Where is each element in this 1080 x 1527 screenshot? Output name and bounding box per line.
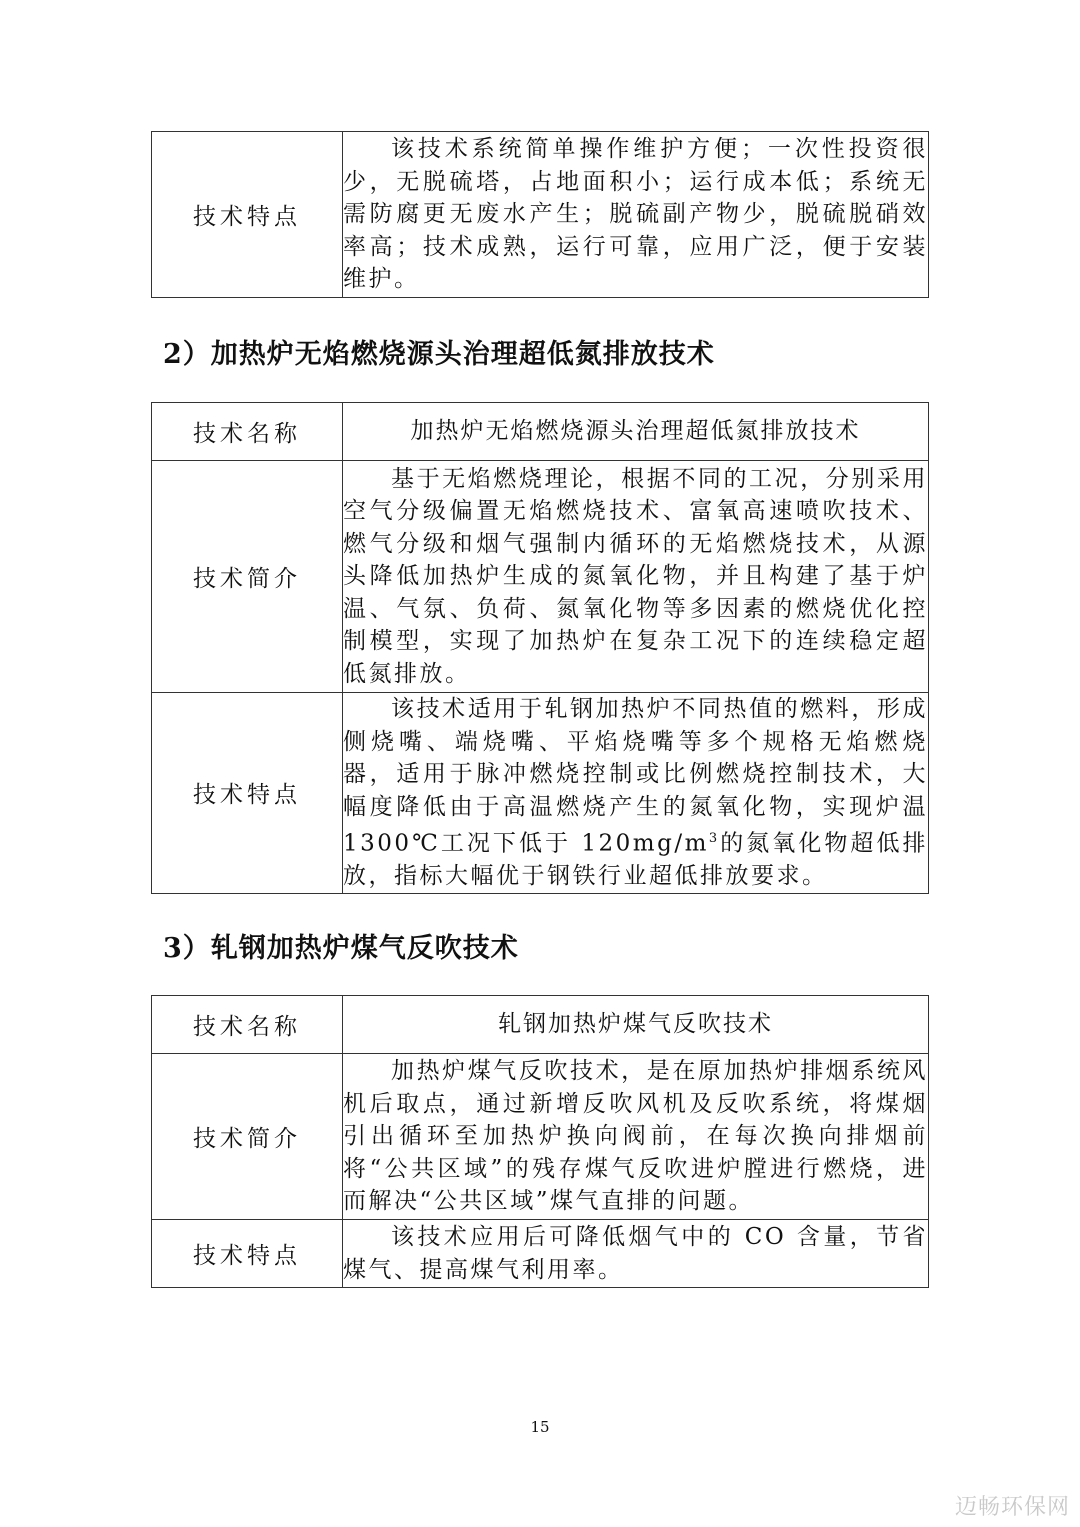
row-content: [343, 132, 929, 298]
row-content: [343, 1054, 929, 1220]
table-row: [152, 996, 929, 1054]
table-row: [152, 1054, 929, 1220]
row-content-text: 加热炉煤气反吹技术，是在原加热炉排烟系统风机后取点，通过新增反吹风机及反吹系统，将煤烟引出循环至加热炉换向阀前，在每次换向排烟前将“公共区域”的残存煤气反吹进炉膛进行燃烧，进而解决“公共区域”煤气直排的问题。: [343, 1058, 928, 1215]
row-content-text: 该技术应用后可降低烟气中的 CO 含量，节省煤气、提高煤气利用率。: [343, 1224, 928, 1283]
table-row: [152, 1220, 929, 1288]
table-row: [152, 403, 929, 461]
table-tech-features-continued: [151, 131, 929, 298]
table-row: [152, 132, 929, 298]
table-row: [152, 693, 929, 894]
row-label: 技术名称: [152, 403, 343, 461]
table-row: [152, 461, 929, 693]
table-section-3: [151, 995, 929, 1288]
content-text: 的氮氧化物超低排放，指标大幅优于钢铁行业超低排放要求。: [343, 830, 928, 890]
row-content-text: [343, 693, 928, 893]
page-number: 15: [530, 1418, 550, 1436]
section-heading-2: 2）加热炉无焰燃烧源头治理超低氮排放技术: [163, 339, 715, 370]
row-label: 技术简介: [152, 461, 343, 693]
table-section-2: [151, 402, 929, 894]
row-label: 技术简介: [152, 1054, 343, 1220]
row-label: 技术特点: [152, 132, 343, 298]
row-content: 加热炉无焰燃烧源头治理超低氮排放技术: [343, 403, 929, 461]
row-label: 技术名称: [152, 996, 343, 1054]
row-content-text: 该技术系统简单操作维护方便；一次性投资很少，无脱硫塔，占地面积小；运行成本低；系统无需防腐更无废水产生；脱硫副产物少，脱硫脱硝效率高；技术成熟，运行可靠，应用广泛，便于安装维护。: [343, 136, 928, 293]
row-label: 技术特点: [152, 1220, 343, 1288]
row-content: [343, 693, 929, 894]
row-content: [343, 1220, 929, 1288]
row-content: [343, 461, 929, 693]
row-content-text: 基于无焰燃烧理论，根据不同的工况，分别采用空气分级偏置无焰燃烧技术、富氧高速喷吹技术、燃气分级和烟气强制内循环的无焰燃烧技术，从源头降低加热炉生成的氮氧化物，并且构建了基于炉温、气氛、负荷、氮氧化物等多因素的燃烧优化控制模型，实现了加热炉在复杂工况下的连续稳定超低氮排放。: [343, 465, 928, 687]
watermark: 迈畅环保网: [954, 1495, 1070, 1520]
row-content: 轧钢加热炉煤气反吹技术: [343, 996, 929, 1054]
row-label: 技术特点: [152, 693, 343, 894]
content-text: 该技术适用于轧钢加热炉不同热值的燃料，形成侧烧嘴、端烧嘴、平焰烧嘴等多个规格无焰燃烧器，适用于脉冲燃烧控制或比例燃烧控制技术，大幅度降低由于高温燃烧产生的氮氧化物，实现炉温1300℃工况下低于 120mg/m: [343, 696, 928, 857]
superscript: 3: [708, 831, 720, 846]
section-heading-3: 3）轧钢加热炉煤气反吹技术: [163, 933, 519, 964]
